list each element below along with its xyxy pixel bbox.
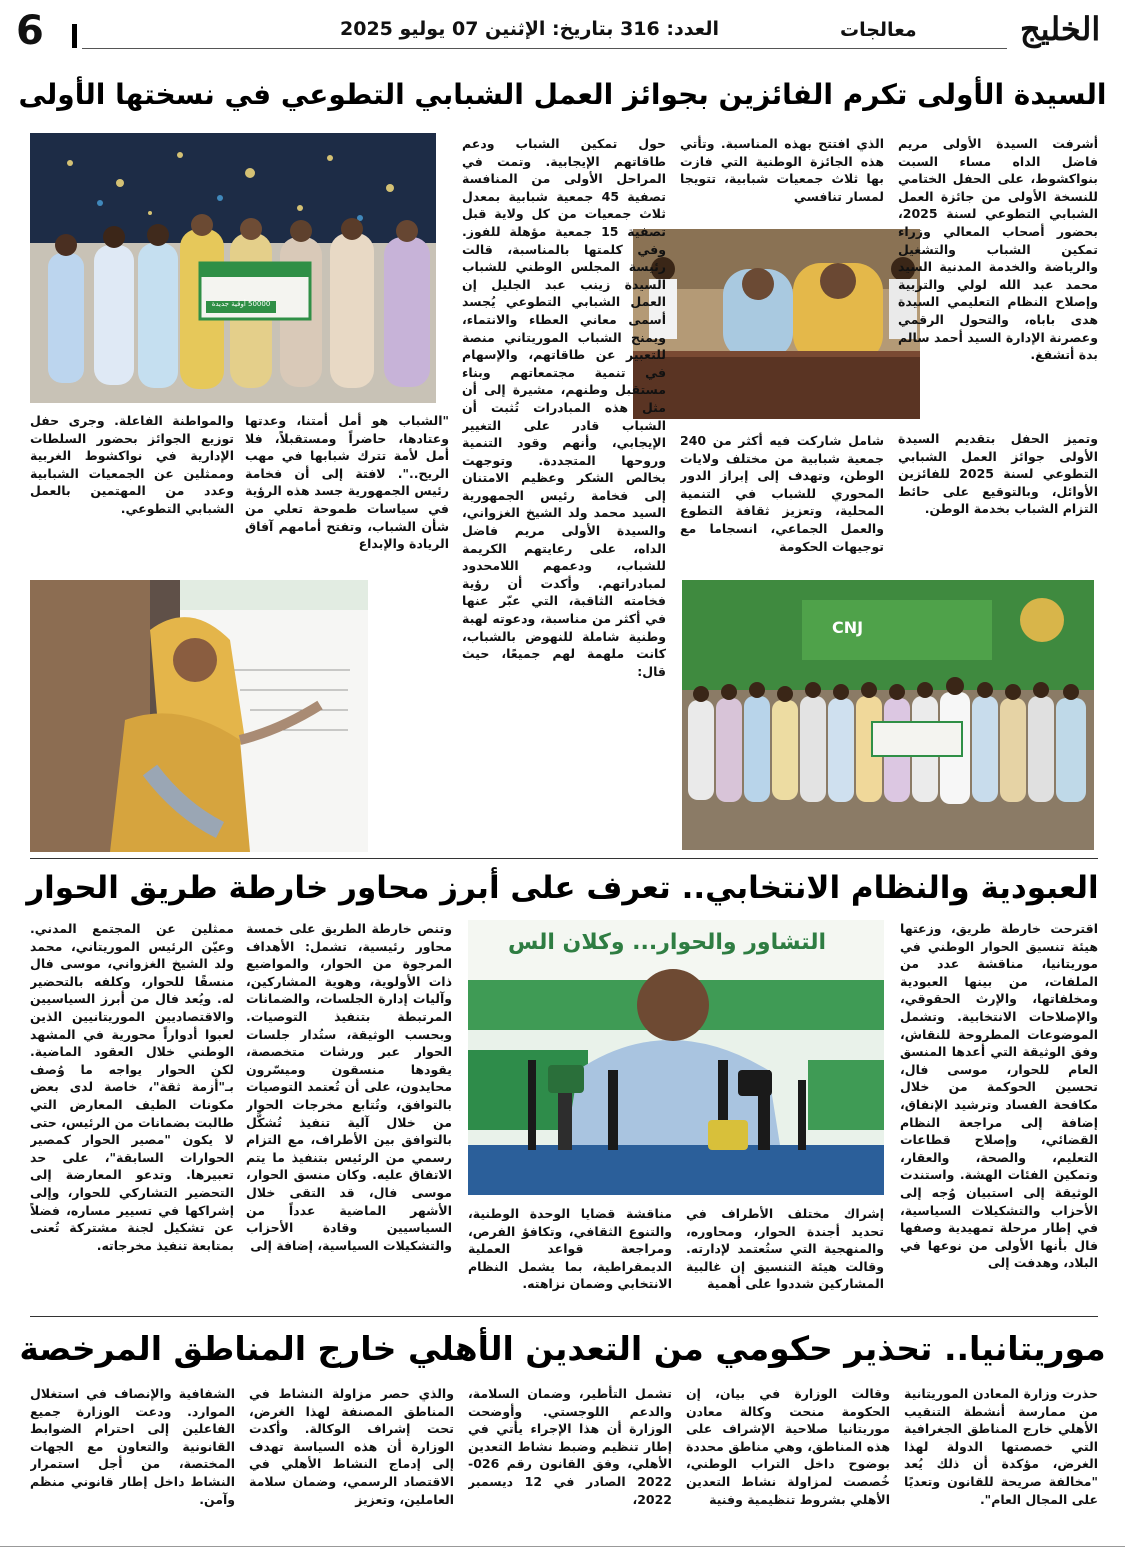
article2-column-2 — [686, 1205, 884, 1310]
section-name: معالجات — [840, 19, 917, 41]
footer-rule — [0, 1546, 1125, 1547]
article3-column-5 — [30, 1385, 235, 1535]
press-banner-text: التشاور والحوار... وكلان الس — [508, 930, 827, 955]
article1-column-1 — [898, 135, 1098, 365]
article1-column-4-text: "الشباب هو أمل أمتنا، وعدتها وعتادها، حاضراً ومستقبلاً، فلا أمل لأمة تترك شبابها في مهب الريح..". لافتة إلى أن فخامة رئيس الجمهورية جسد هذه الرؤية في سياسات طموحة تعلي من شأن الشباب، وتفتح أمامهم آفاق الريادة والإبداع — [245, 413, 449, 552]
masthead — [10, 8, 1115, 54]
article1-column-1b — [898, 430, 1098, 560]
article3-column-4 — [249, 1385, 454, 1535]
issue-info: العدد: 316 بتاريخ: الإثنين 07 يوليو 2025 — [340, 18, 720, 40]
article1-column-2a-text: الذي افتتح بهذه المناسبة. وتأتي هذه الجائزة الوطنية التي فازت بها ثلاث جمعيات شبابية، تتويجا لمسار تنافسي — [680, 136, 884, 204]
article3-column-3 — [468, 1385, 672, 1535]
officials-seated-photo — [633, 229, 920, 419]
article1-column-2b-text: شامل شاركت فيه أكثر من 240 جمعية شبابية من مختلف ولايات الوطن، وتهدف إلى إبراز الدور المحوري للشباب في التنمية المحلية، وتعزيز ثقافة التطوع والعمل الجماعي، انسجاما مع توجيهات الحكومة — [680, 433, 884, 554]
page-number-bar — [72, 24, 77, 48]
masthead-rule — [82, 48, 1007, 49]
article3-headline: موريتانيا.. تحذير حكومي من التعدين الأهلي خارج المناطق المرخصة — [19, 1329, 1106, 1368]
article3-column-5-text: الشفافية والإنصاف في استغلال الموارد. ودعت الوزارة جميع الفاعلين إلى احترام الضوابط القانونية والتعاون مع الجهات المختصة، من أجل استمرار النشاط داخل إطار قانوني منظم وآمن. — [30, 1386, 235, 1507]
article1-column-1-text: أشرفت السيدة الأولى مريم فاضل الداه مساء السبت بنواكشوط، على الحفل الختامي للنسخة الأولى من جائزة العمل الشبابي التطوعي لسنة 2025، بحضور أصحاب المعالي وزراء تمكين الشباب والتشغيل والرياضة والخدمة المدنية السيد محمد عبد الله لولي والتربية وإصلاح النظام التعليمي السيدة هدى باباه، والتحول الرقمي وعصرنة الإدارة السيد أحمد سالم بدة أتشفغ. — [898, 136, 1098, 363]
article2-column-5 — [30, 920, 234, 1310]
award-check-amount: 50000 أوقية جديدة — [211, 300, 271, 308]
article1-column-2a — [680, 135, 884, 225]
article3-column-1-text: حذرت وزارة المعادن الموريتانية من ممارسة أنشطة التنقيب الأهلي خارج المناطق الجغرافية التي خصصتها الدولة لهذا الغرض، مؤكدة أن ذلك يُعد "مخالفة صريحة للقانون وتعديًا على المجال العام". — [904, 1386, 1098, 1507]
article2-column-2-text: إشراك مختلف الأطراف في تحديد أجندة الحوار، ومحاوره، والمنهجية التي ستُعتمد لإدارته. وقالت هيئة التنسيق إن غالبية المشاركين شددوا على أهمية — [686, 1206, 884, 1292]
article1-divider — [30, 858, 1098, 859]
article2-column-4-text: وتنص خارطة الطريق على خمسة محاور رئيسية، تشمل: الأهداف المرجوة من الحوار، والمواضيع ذات الأولوية، وهوية المشاركين، وآليات إدارة الجلسات، والضمانات المرتبطة بتنفيذ التوصيات. وبحسب الوثيقة، ستُدار جلسات الحوار عبر ورشات متخصصة، يقودها منسقون وميسّرون محايدون، على أن تُعتمد التوصيات بالتوافق، وتُتابع مخرجات الحوار من خلال آلية تنفيذ تُشكَّل بالتوافق بين الأطراف، مع التزام رسمي من الرئيس بتنفيذ ما يتم الاتفاق عليه. وكان منسق الحوار، موسى فال، قد التقى خلال الأشهر الماضية عدداً من السياسيين وقادة الأحزاب والتشكيلات السياسية، إضافة إلى — [246, 921, 452, 1253]
paper-logo: الخليج — [1020, 10, 1101, 48]
winners-group-photo — [682, 580, 1094, 850]
article2-headline: العبودية والنظام الانتخابي.. تعرف على أبرز محاور خارطة طريق الحوار — [26, 870, 1099, 906]
article3-column-3-text: تشمل التأطير، وضمان السلامة، والدعم اللوجستي. وأوضحت الوزارة أن هذا الإجراء يأتي في إطار تنظيم وضبط نشاط التعدين الأهلي، وفق القانون رقم 026-2022 الصادر في 12 ديسمبر 2022، — [468, 1386, 672, 1507]
article1-column-4 — [245, 412, 449, 574]
article3-column-2-text: وقالت الوزارة في بيان، إن الحكومة منحت وكالة معادن موريتانيا صلاحية الإشراف على هذه المناطق، وهي مناطق محددة بوضوح داخل التراب الوطني، خُصصت لمزاولة نشاط التعدين الأهلي بشروط تنظيمية وفنية — [686, 1386, 890, 1507]
article2-column-4 — [246, 920, 452, 1310]
article1-column-1b-text: وتميز الحفل بتقديم السيدة الأولى جوائز العمل الشبابي التطوعي لسنة 2025 للفائزين الأوائل، وبالتوقيع على حائط التزام الشباب بخدمة الوطن. — [898, 431, 1098, 517]
article2-column-1 — [900, 920, 1098, 1310]
article1-column-3 — [462, 135, 666, 840]
article1-column-2b — [680, 432, 884, 572]
article2-column-3 — [468, 1205, 672, 1310]
article1-column-5-text: والمواطنة الفاعلة. وجرى حفل توزيع الجوائز بحضور السلطات الإدارية في نواكشوط الغربية وممثلين عن الجمعيات الشبابية وعدد من المهتمين بالعمل الشبابي التطوعي. — [30, 413, 234, 516]
press-conference-photo — [468, 920, 884, 1195]
article3-column-4-text: والذي حصر مزاولة النشاط في المناطق المصنفة لهذا الغرض، تحت إشراف الوكالة. وأكدت الوزارة أن هذه السياسة تهدف إلى إدماج النشاط الأهلي في الاقتصاد الرسمي، وضمان سلامة العاملين، وتعزيز — [249, 1386, 454, 1507]
award-ceremony-photo — [30, 133, 436, 403]
article2-column-5-text: ممثلين عن المجتمع المدني. وعيّن الرئيس الموريتاني، محمد ولد الشيخ الغزواني، موسى فال منسقًا للحوار، وكلفه بالتحضير له. ويُعد فال من أبرز السياسيين والاقتصاديين الموريتانيين الذين لعبوا أدواراً محورية في المشهد الوطني خلال العقود الماضية. لكن الحوار يواجه ما وُصف بـ"أزمة ثقة"، خاصة لدى بعض مكونات الطيف المعارض التي طالبت بضمانات من الرئيس، حتى لا يكون "مصير الحوار كمصير الحوارات السابقة"، على حد تعبيرها. وتدعو المعارضة إلى التحضير التشاركي للحوار، وإلى إشراكها في تسيير مساره، فضلاً عن تشكيل لجنة مشتركة تُعنى بمتابعة تنفيذ مخرجاته. — [30, 921, 234, 1253]
cnj-logo-text: CNJ — [832, 618, 864, 637]
page-number: 6 — [16, 8, 44, 54]
signing-wall-photo — [30, 580, 368, 852]
article2-column-3-text: مناقشة قضايا الوحدة الوطنية، والتنوع الثقافي، وتكافؤ الفرص، ومراجعة قواعد العملية الديمقراطية، بما يشمل النظام الانتخابي وضمان نزاهته. — [468, 1206, 672, 1292]
article3-column-2 — [686, 1385, 890, 1535]
article1-column-3-text: حول تمكين الشباب ودعم طاقاتهم الإيجابية. وتمت في المراحل الأولى من المنافسة تصفية 45 جمعية شبابية بمعدل ثلاث جمعيات من كل ولاية قبل تصفية 15 جمعية مؤهلة للفوز. وفي كلمتها بالمناسبة، قالت رئيسة المجلس الوطني للشباب السيدة زينب عبد الجليل إن العمل الشبابي التطوعي يُجسد أسمى معاني العطاء والانتماء، ويمنح الشباب الموريتاني منصة للتعبير عن طاقاتهم، والإسهام في تنمية مجتمعاتهم وبناء مستقبل وطنهم، مشيرة إلى أن مثل هذه المبادرات تُثبت أن الشباب قادر على التغيير الإيجابي، وأنهم وقود التنمية وروحها المتجددة. وتوجهت بخالص الشكر وعظيم الامتنان إلى فخامة رئيس الجمهورية السيد محمد ولد الشيخ الغزواني، والسيدة الأولى مريم فاضل الداه، على رعايتهم الكريمة للشباب، ودعمهم اللامحدود لمبادراتهم. وأكدت أن رؤية فخامته الثاقبة، التي عبّر عنها في أكثر من مناسبة، ودعوته لهبة وطنية شاملة للنهوض بالشباب، كانت ملهمة لهم جميعًا، حيث قال: — [462, 136, 666, 679]
article2-column-1-text: اقترحت خارطة طريق، وزعتها هيئة تنسيق الحوار الوطني في موريتانيا، مناقشة عدد من الملفات، من بينها العبودية ومخلفاتها، والإرث الحقوقي، والإصلاحات الانتخابية. وتشمل الموضوعات المطروحة للنقاش، وفق الوثيقة التي أعدها المنسق العام للحوار، موسى فال، تحسين الحوكمة من خلال مكافحة الفساد وترشيد الإنفاق، إضافة إلى مراجعة النظام القضائي، وإصلاح قطاعات التعليم، والصحة، والعقار، وتمكين الفئات الهشة. واستندت الوثيقة إلى استبيان وُجه إلى الأحزاب والتشكيلات السياسية، في إطار مرحلة تمهيدية وصفها فال بأنها الأولى من نوعها في البلاد، وهدفت إلى — [900, 921, 1098, 1271]
article1-column-5 — [30, 412, 234, 574]
article1-headline: السيدة الأولى تكرم الفائزين بجوائز العمل الشبابي التطوعي في نسختها الأولى — [18, 78, 1107, 111]
article3-column-1 — [904, 1385, 1098, 1535]
article2-divider — [30, 1316, 1098, 1317]
